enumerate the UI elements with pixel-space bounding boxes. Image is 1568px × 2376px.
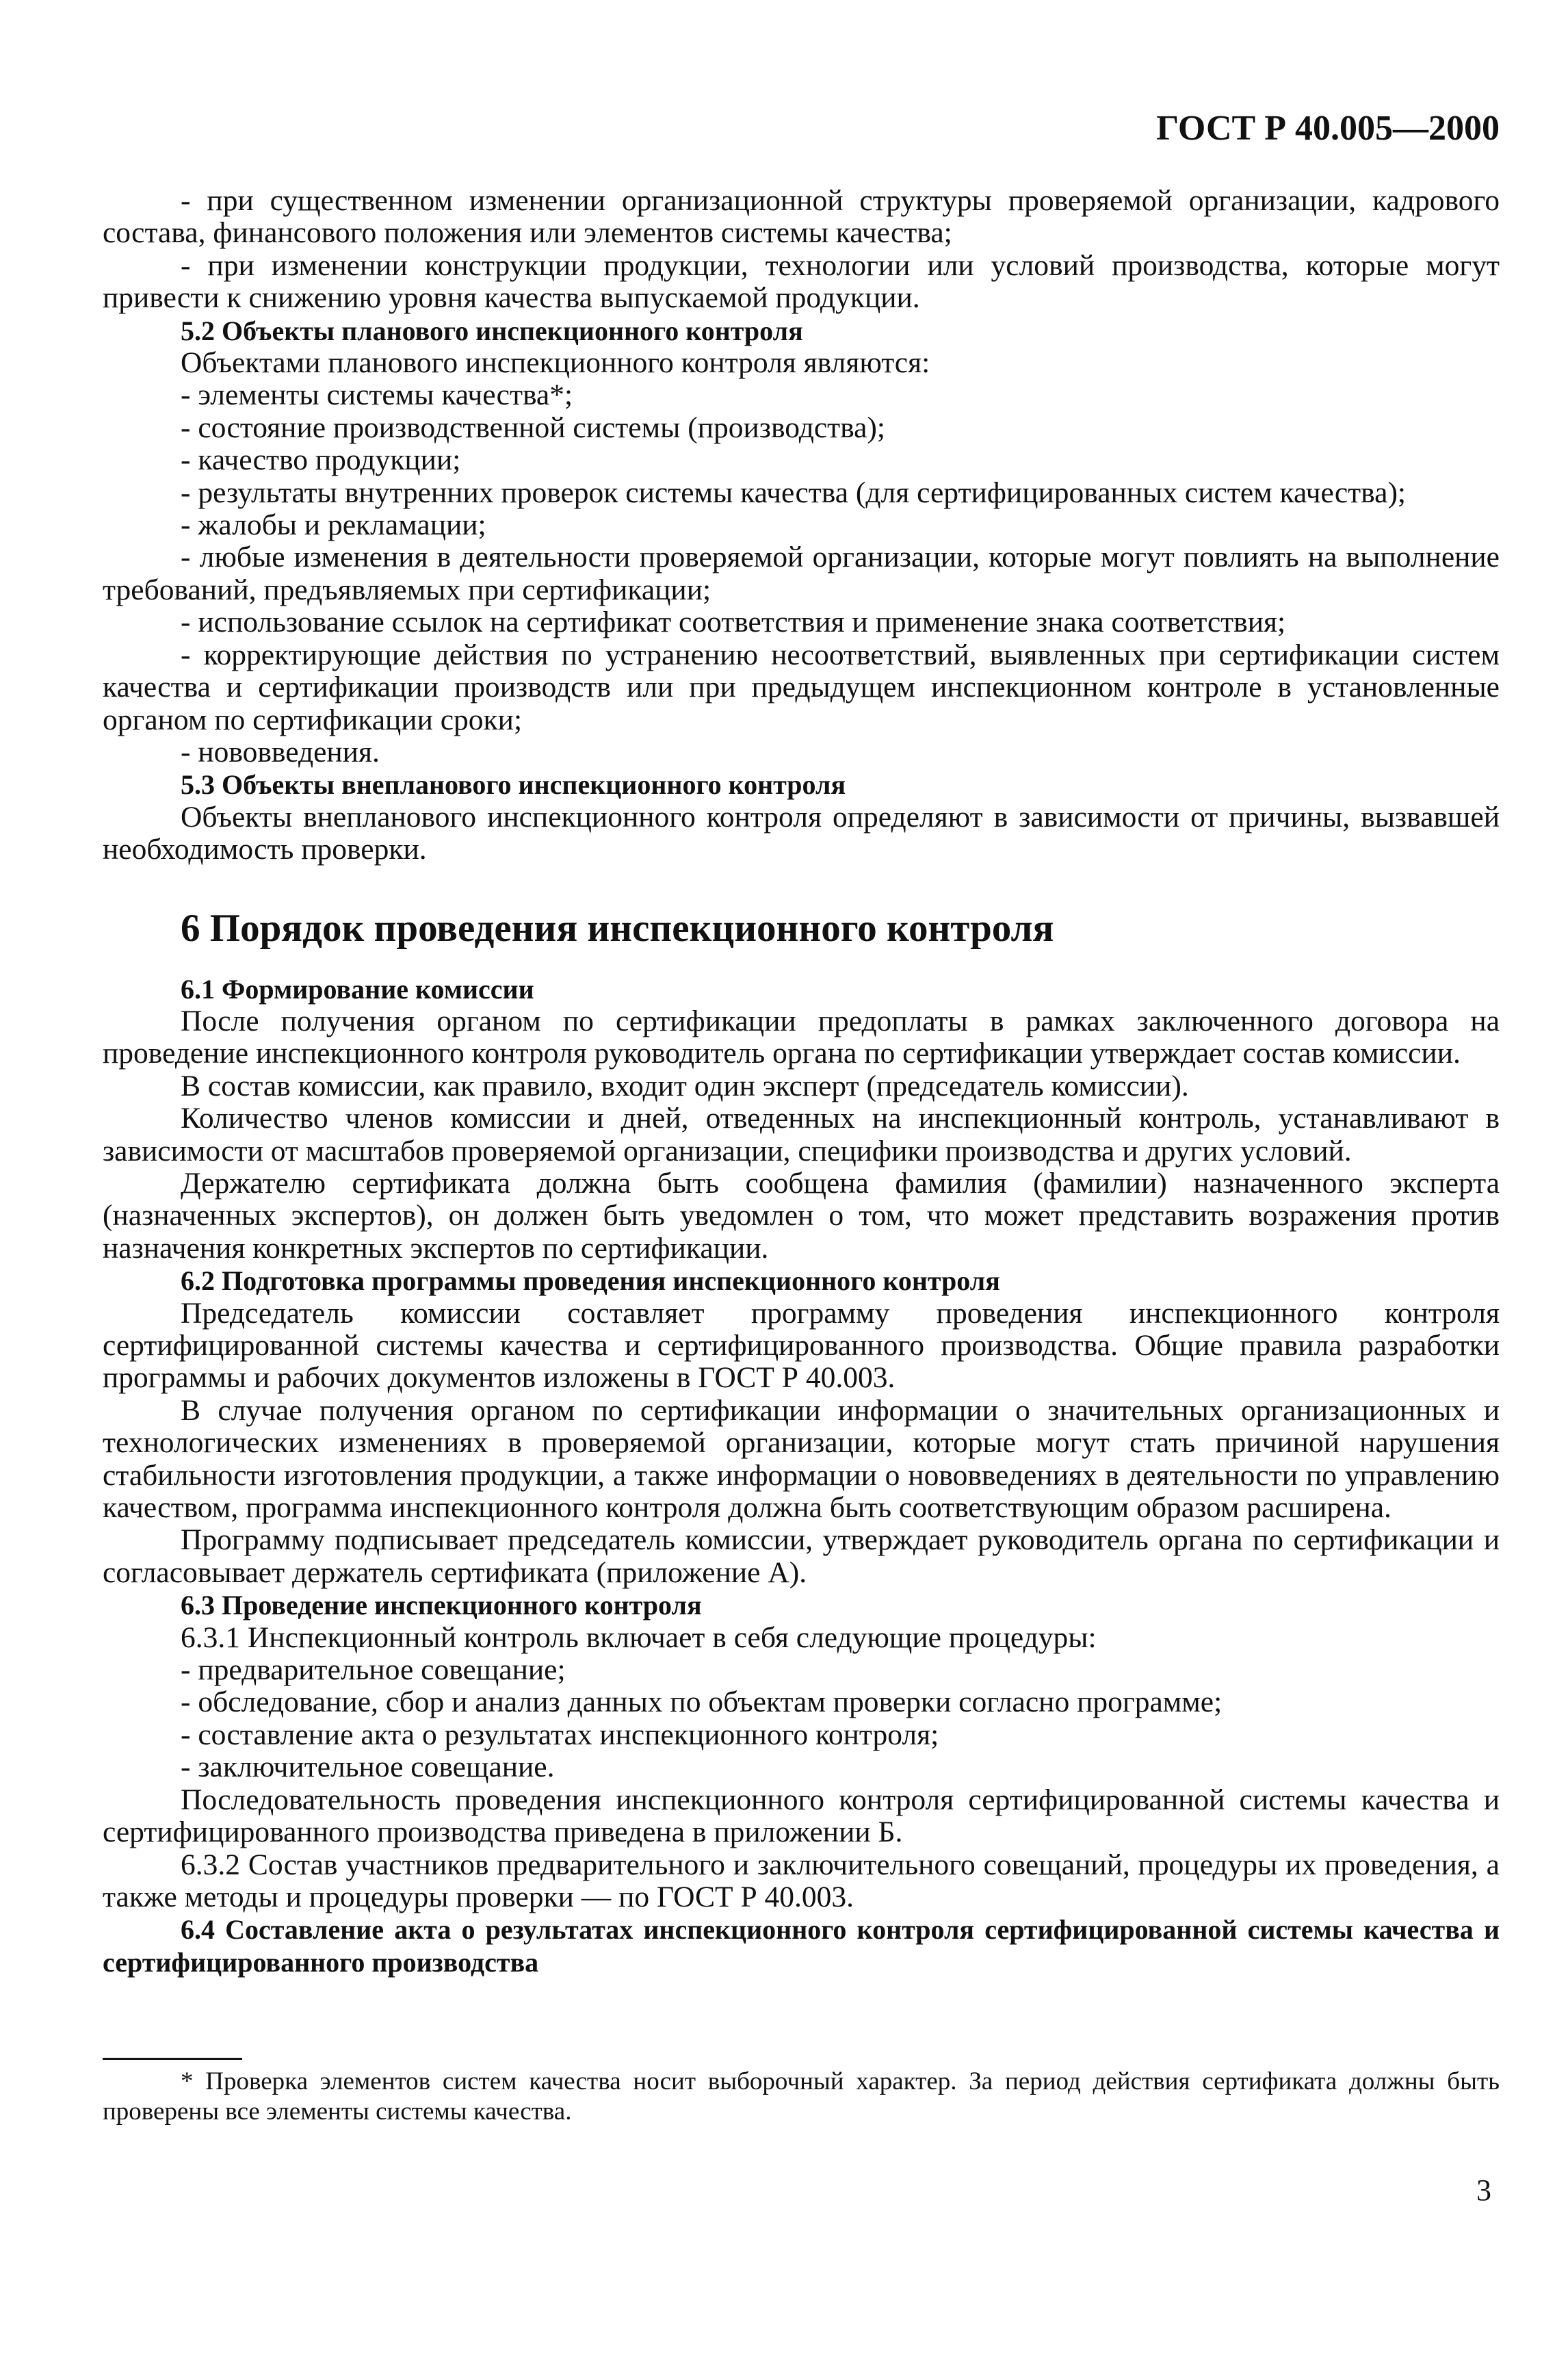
list-item: - элементы системы качества*;: [181, 378, 573, 412]
subsection-heading-6-1: 6.1 Формирование комиссии: [181, 973, 534, 1005]
footnote-text: * Проверка элементов систем качества носит выборочный характер. За период действия сертификата должны быть проверены все элементы системы качества.: [103, 2067, 1500, 2126]
paragraph: - при существенном изменении организационной структуры проверяемой организации, кадрового состава, финансового положения или элементов системы качества;: [103, 184, 1500, 250]
list-item: - качество продукции;: [181, 443, 461, 477]
paragraph: Объектами планового инспекционного контроля являются:: [181, 346, 930, 380]
paragraph: После получения органом по сертификации предоплаты в рамках заключенного договора на проведение инспекционного контроля руководитель органа по сертификации утверждает состав комиссии.: [103, 1004, 1500, 1070]
paragraph: Объекты внепланового инспекционного контроля определяют в зависимости от причины, вызвавшей необходимость проверки.: [103, 800, 1500, 866]
paragraph: - при изменении конструкции продукции, технологии или условий производства, которые могут привести к снижению уровня качества выпускаемой продукции.: [103, 248, 1500, 315]
list-item: - использование ссылок на сертификат соответствия и применение знака соответствия;: [181, 606, 1286, 639]
paragraph: Держателю сертификата должна быть сообщена фамилия (фамилии) назначенного эксперта (назначенных экспертов), он должен быть уведомлен о том, что может представить возражения против назначения конкретных экспертов по сертификации.: [103, 1166, 1500, 1265]
list-item: - нововведения.: [181, 735, 380, 769]
page-header-standard-number: ГОСТ Р 40.005—2000: [1156, 109, 1500, 148]
paragraph: В состав комиссии, как правило, входит один эксперт (председатель комиссии).: [181, 1069, 1189, 1102]
subsection-heading-6-4: 6.4 Составление акта о результатах инспекционного контроля сертифицированной системы качества и сертифицированного производства: [103, 1914, 1500, 1978]
list-item: - обследование, сбор и анализ данных по объектам проверки согласно программе;: [181, 1686, 1223, 1719]
subsection-heading-6-3: 6.3 Проведение инспекционного контроля: [181, 1590, 702, 1621]
paragraph: Последовательность проведения инспекционного контроля сертифицированной системы качества и сертифицированного производства приведена в приложении Б.: [103, 1783, 1500, 1849]
paragraph: Количество членов комиссии и дней, отведенных на инспекционный контроль, устанавливают в зависимости от масштабов проверяемой организации, специфики производства и других условий.: [103, 1102, 1500, 1167]
subsection-heading-5-2: 5.2 Объекты планового инспекционного контроля: [181, 315, 803, 346]
paragraph: 6.3.1 Инспекционный контроль включает в себя следующие процедуры:: [181, 1620, 1097, 1654]
subsection-heading-6-2: 6.2 Подготовка программы проведения инспекционного контроля: [181, 1265, 1000, 1297]
paragraph: В случае получения органом по сертификации информации о значительных организационных и технологических изменениях в проверяемой организации, которые могут стать причиной нарушения стабильности изготовления продукции, а также информации о нововведениях в деятельности по управлению качеством, программа инспекционного контроля должна быть соответствующим образом расширена.: [103, 1393, 1500, 1525]
list-item: - заключительное совещание.: [181, 1751, 555, 1784]
list-item: - результаты внутренних проверок системы качества (для сертифицированных систем качества);: [181, 476, 1407, 509]
page-number: 3: [1476, 2173, 1491, 2207]
paragraph: Программу подписывает председатель комиссии, утверждает руководитель органа по сертификации и согласовывает держатель сертификата (приложение А).: [103, 1523, 1500, 1589]
paragraph: 6.3.2 Состав участников предварительного и заключительного совещаний, процедуры их проведения, а также методы и процедуры проверки — по ГОСТ Р 40.003.: [103, 1848, 1500, 1913]
document-body: [103, 185, 1500, 1978]
subsection-heading-5-3: 5.3 Объекты внепланового инспекционного контроля: [181, 769, 846, 801]
footnote: [103, 2067, 1500, 2127]
list-item: - жалобы и рекламации;: [181, 508, 486, 542]
list-item: - любые изменения в деятельности проверяемой организации, которые могут повлиять на выполнение требований, предъявляемых при сертификации;: [103, 541, 1500, 606]
section-heading-6: 6 Порядок проведения инспекционного контроля: [181, 906, 1054, 950]
list-item: - состояние производственной системы (производства);: [181, 411, 886, 444]
list-item: - составление акта о результатах инспекционного контроля;: [181, 1718, 939, 1751]
paragraph: Председатель комиссии составляет программу проведения инспекционного контроля сертифицированной системы качества и сертифицированного производства. Общие правила разработки программы и рабочих документов изложены в ГОСТ Р 40.003.: [103, 1296, 1500, 1395]
footnote-divider: [103, 2058, 242, 2060]
list-item: - корректирующие действия по устранению несоответствий, выявленных при сертификации систем качества и сертификации производств или при предыдущем инспекционном контроле в установленные органом по сертификации сроки;: [103, 638, 1500, 736]
list-item: - предварительное совещание;: [181, 1653, 566, 1687]
